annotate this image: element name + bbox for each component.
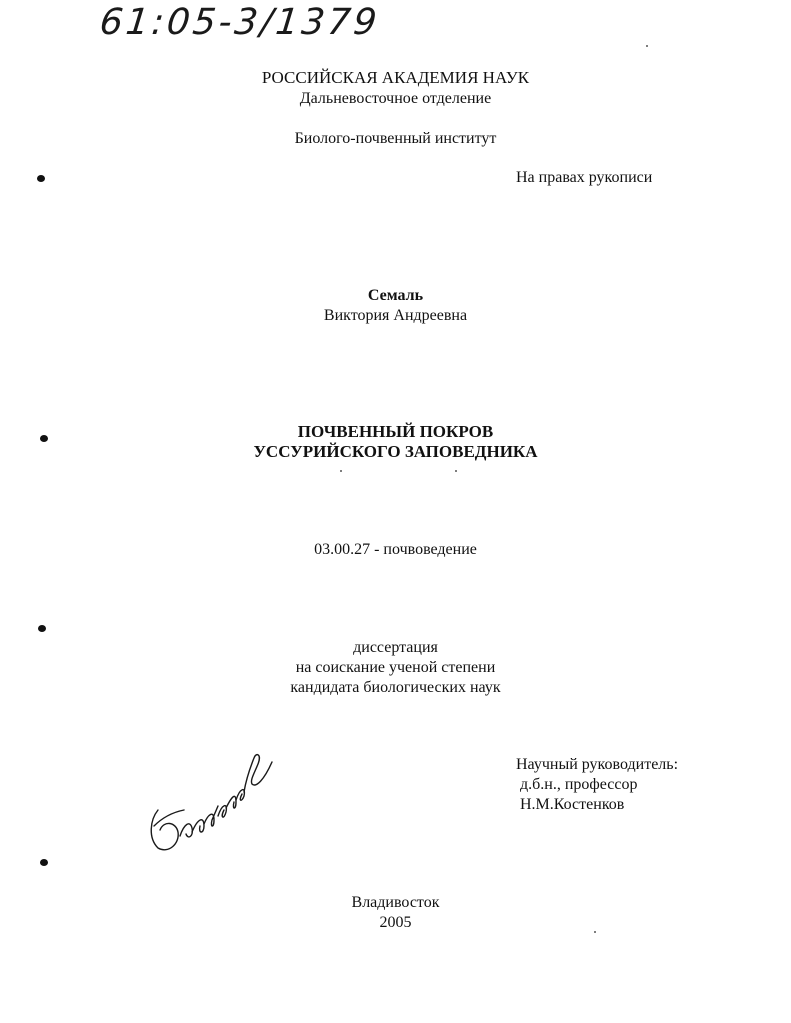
author-given-names: Виктория Андреевна — [323, 307, 468, 324]
scan-speck — [594, 931, 596, 933]
supervisor-heading: Научный руководитель: — [516, 756, 679, 773]
scan-dot-mark — [37, 175, 45, 182]
degree-line-1: диссертация — [353, 639, 438, 656]
degree-line-2: на соискание ученой степени — [295, 659, 496, 676]
city: Владивосток — [351, 894, 440, 911]
supervisor-credentials: д.б.н., профессор — [520, 776, 638, 793]
author-surname: Семаль — [367, 287, 424, 304]
degree-line-3: кандидата биологических наук — [290, 679, 501, 696]
academy-branch: Дальневосточное отделение — [299, 90, 492, 107]
scan-dot-mark — [40, 435, 48, 442]
institute-name: Биолого-почвенный институт — [294, 130, 497, 147]
title-line-1: ПОЧВЕННЫЙ ПОКРОВ — [297, 422, 494, 441]
specialty-code: 03.00.27 - почвоведение — [314, 541, 477, 558]
scan-dot-mark — [40, 859, 48, 866]
title-line-2: УССУРИЙСКОГО ЗАПОВЕДНИКА — [253, 442, 538, 461]
archive-code: 61:05-3/1379 — [97, 2, 382, 43]
supervisor-name: Н.М.Костенков — [520, 796, 625, 813]
scan-speck — [340, 470, 342, 472]
scan-dot-mark — [38, 625, 46, 632]
manuscript-note: На правах рукописи — [516, 169, 653, 186]
signature-icon — [140, 740, 280, 860]
scan-speck — [455, 470, 457, 472]
academy-name: РОССИЙСКАЯ АКАДЕМИЯ НАУК — [261, 68, 530, 87]
year: 2005 — [379, 914, 412, 931]
scan-speck — [646, 45, 648, 47]
